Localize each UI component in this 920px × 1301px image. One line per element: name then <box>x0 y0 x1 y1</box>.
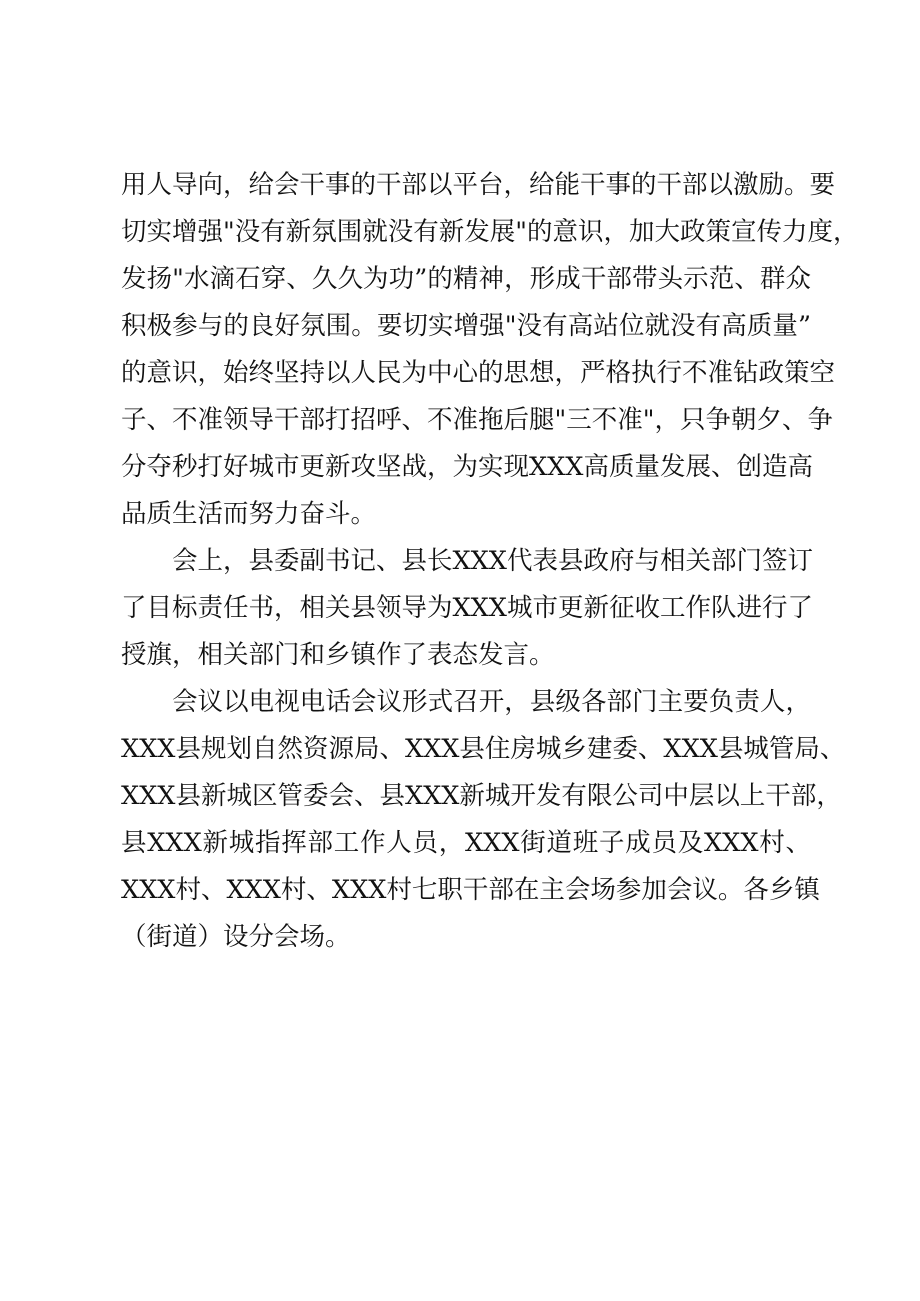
text-line: 授旗，相关部门和乡镇作了表态发言。 <box>121 640 555 670</box>
text-line: 用人导向，给会干事的干部以平台，给能干事的干部以激励。要 <box>121 170 836 200</box>
text-line: 子、不准领导干部打招呼、不准拖后腿"三不准"，只争朝夕、争 <box>121 405 833 435</box>
text-line: 切实增强"没有新氛围就没有新发展"的意识，加大政策宣传力度， <box>121 217 859 247</box>
text-line: XXX县规划自然资源局、XXX县住房城乡建委、XXX县城管局、 <box>121 734 846 764</box>
text-line: 会议以电视电话会议形式召开，县级各部门主要负责人， <box>172 687 811 717</box>
text-line: XXX县新城区管委会、县XXX新城开发有限公司中层以上干部， <box>121 781 842 811</box>
text-line: 发扬"水滴石穿、久久为功”的精神，形成干部带头示范、群众 <box>121 264 811 294</box>
text-line: 分夺秒打好城市更新攻坚战，为实现XXX高质量发展、创造高 <box>121 452 813 482</box>
text-line: （街道）设分会场。 <box>121 922 351 952</box>
text-line: 的意识，始终坚持以人民为中心的思想，严格执行不准钻政策空 <box>121 358 836 388</box>
text-line: XXX村、XXX村、XXX村七职干部在主会场参加会议。各乡镇 <box>121 875 820 905</box>
text-line: 积极参与的良好氛围。要切实增强"没有高站位就没有高质量” <box>121 311 811 341</box>
document-body <box>121 162 859 961</box>
text-line: 了目标责任书，相关县领导为XXX城市更新征收工作队进行了 <box>121 593 813 623</box>
text-line: 会上，县委副书记、县长XXX代表县政府与相关部门签订 <box>172 546 813 576</box>
text-line: 县XXX新城指挥部工作人员，XXX街道班子成员及XXX村、 <box>121 828 811 858</box>
text-line: 品质生活而努力奋斗。 <box>121 499 377 529</box>
